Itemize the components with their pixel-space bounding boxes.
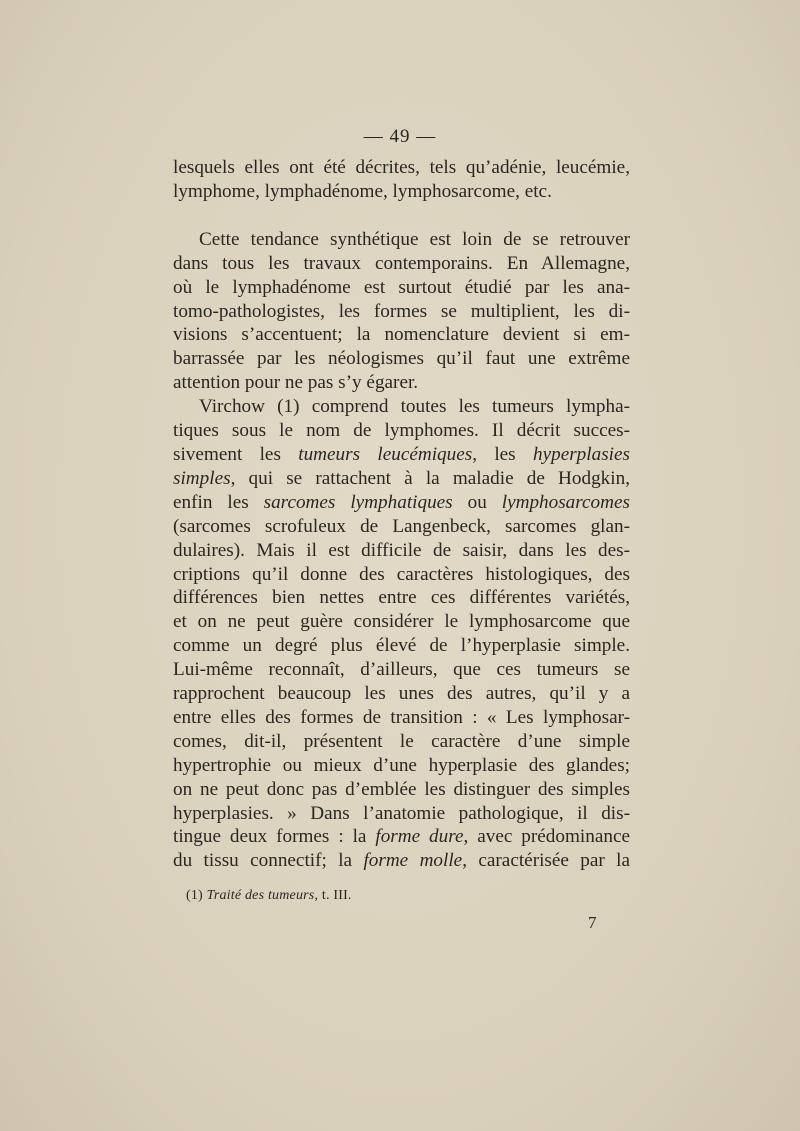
- text-line: [173, 515, 630, 539]
- text-segment: lesquels elles ont été décrites, tels qu’adénie, leucémie,: [173, 157, 630, 178]
- text-segment: visions s’accentuent; la nomenclature devient si em-: [173, 324, 630, 346]
- text-segment: hyperplasies. » Dans l’anatomie pathologique, il dis-: [173, 802, 630, 824]
- italic-text: lymphosarcomes: [501, 491, 630, 513]
- text-line: [173, 491, 630, 515]
- text-line: [173, 467, 630, 491]
- text-segment: , qui se rattachent à la maladie de Hodgkin,: [230, 467, 630, 489]
- text-segment: tomo-pathologistes, les formes se multiplient, les di-: [173, 300, 630, 322]
- text-line: [173, 276, 630, 300]
- italic-text: forme molle: [363, 850, 463, 872]
- text-segment: , avec prédominance: [463, 826, 630, 848]
- text-line: [173, 778, 630, 802]
- text-segment: ou: [452, 491, 502, 513]
- text-line: [173, 347, 630, 371]
- text-segment: dans tous les travaux contemporains. En Allemagne,: [173, 252, 630, 274]
- text-segment: sivement les: [173, 443, 299, 465]
- signature-mark: 7: [588, 913, 597, 932]
- text-line: [173, 419, 630, 443]
- text-line: [173, 156, 630, 180]
- text-segment: enfin les: [173, 491, 264, 513]
- text-line: [173, 658, 630, 682]
- footnote-rest: , t. III.: [314, 888, 352, 903]
- italic-text: simples: [173, 467, 231, 489]
- italic-text: forme dure: [375, 826, 464, 848]
- text-line: [173, 730, 630, 754]
- text-line: [173, 300, 630, 324]
- text-line: [173, 586, 630, 610]
- text-segment: , caractérisée par la: [462, 850, 631, 872]
- italic-text: hyperplasies: [532, 443, 630, 465]
- text-line: [173, 634, 630, 658]
- text-segment: tingue deux formes : la: [173, 826, 376, 848]
- text-segment: Cette tendance synthétique est loin de se retrouver: [199, 228, 630, 250]
- footnote-title: Traité des tumeurs: [206, 888, 315, 903]
- text-segment: où le lymphadénome est surtout étudié par les ana-: [173, 276, 630, 298]
- text-line: [173, 754, 630, 778]
- page-number: — 49 —: [363, 126, 437, 147]
- text-line: [173, 395, 630, 419]
- text-line: [173, 563, 630, 587]
- italic-text: sarcomes lymphatiques: [263, 491, 453, 513]
- text-segment: hypertrophie ou mieux d’une hyperplasie des glandes;: [173, 754, 630, 776]
- text-segment: dulaires). Mais il est difficile de saisir, dans les des-: [173, 539, 630, 561]
- text-line: [173, 371, 630, 395]
- text-line: [173, 323, 630, 347]
- text-segment: rapprochent beaucoup les unes des autres, qu’il y a: [173, 683, 630, 705]
- text-segment: barrassée par les néologismes qu’il faut une extrême: [173, 348, 630, 370]
- text-segment: différences bien nettes entre ces différentes variétés,: [173, 587, 630, 609]
- text-segment: entre elles des formes de transition : « Les lymphosar-: [173, 706, 630, 728]
- text-line: [173, 228, 630, 252]
- text-line: [173, 802, 630, 826]
- text-line: [173, 180, 630, 204]
- text-line: [173, 706, 630, 730]
- text-segment: lymphome, lymphadénome, lymphosarcome, etc.: [173, 180, 552, 202]
- text-segment: criptions qu’il donne des caractères histologiques, des: [173, 563, 630, 585]
- text-segment: attention pour ne pas s’y égarer.: [173, 372, 419, 394]
- text-line: [173, 443, 630, 467]
- italic-text: tumeurs leucémiques: [298, 443, 473, 465]
- text-line: [173, 539, 630, 563]
- body-text: [173, 156, 630, 873]
- text-segment: , les: [472, 443, 533, 465]
- text-segment: tiques sous le nom de lymphomes. Il décrit succes-: [173, 420, 630, 442]
- text-segment: Lui-même reconnaît, d’ailleurs, que ces tumeurs se: [173, 659, 630, 681]
- text-segment: on ne peut donc pas d’emblée les distinguer des simples: [173, 778, 630, 800]
- text-segment: comme un degré plus élevé de l’hyperplasie simple.: [173, 635, 630, 657]
- footnote: [186, 888, 352, 904]
- text-segment: et on ne peut guère considérer le lymphosarcome que: [173, 611, 630, 633]
- footnote-number: (1): [186, 888, 207, 903]
- text-segment: Virchow (1) comprend toutes les tumeurs lympha-: [199, 396, 630, 418]
- text-segment: du tissu connectif; la: [173, 850, 364, 872]
- text-line: [173, 610, 630, 634]
- text-line: [173, 849, 630, 873]
- text-segment: comes, dit-il, présentent le caractère d’une simple: [173, 730, 630, 752]
- text-segment: (sarcomes scrofuleux de Langenbeck, sarcomes glan-: [173, 515, 630, 537]
- text-line: [173, 825, 630, 849]
- text-line: [173, 252, 630, 276]
- text-line: [173, 682, 630, 706]
